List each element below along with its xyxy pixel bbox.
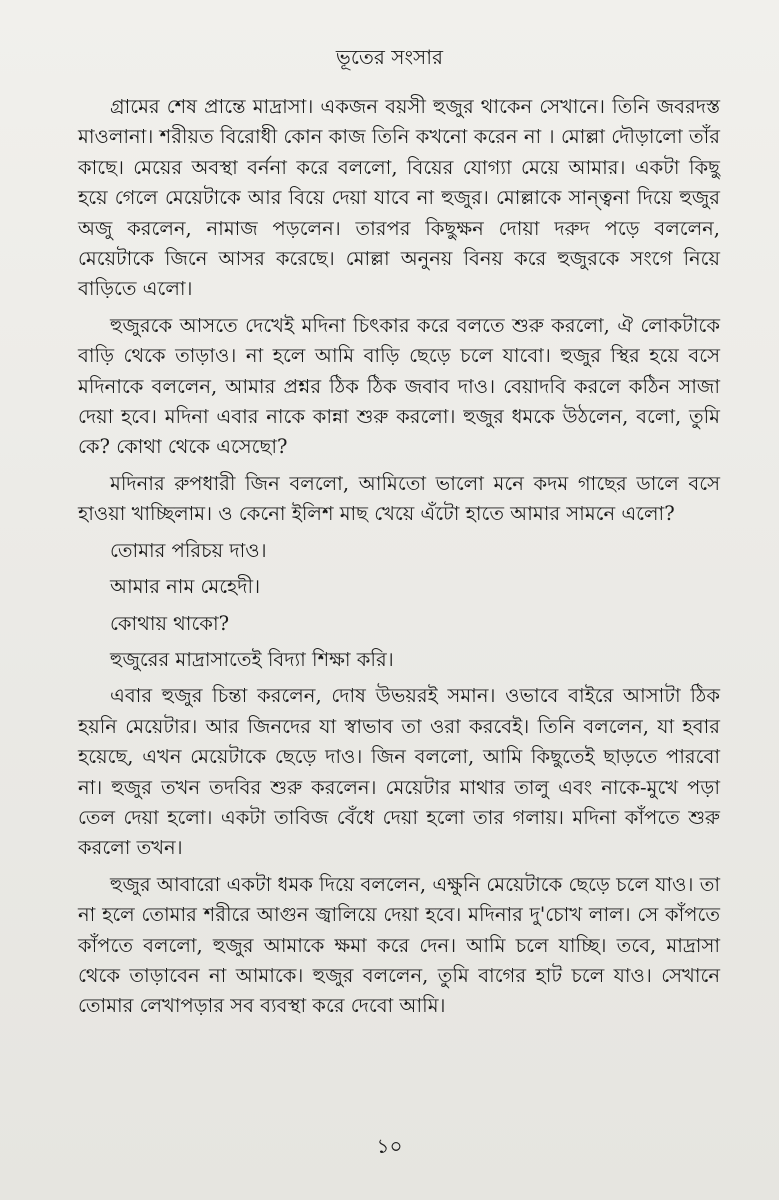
dialog-line: হুজুরের মাদ্রাসাতেই বিদ্যা শিক্ষা করি। [110, 647, 394, 671]
paragraph: মদিনার রুপধারী জিন বললো, আমিতো ভালো মনে কদম গাছের ডালে বসে হাওয়া খাচ্ছিলাম। ও কেনো ইলিশ মাছ খেয়ে এঁটো হাতে আমার সামনে এলো? [78, 471, 720, 526]
paragraph: গ্রামের শেষ প্রান্তে মাদ্রাসা। একজন বয়সী হুজুর থাকেন সেখানে। তিনি জবরদস্ত মাওলানা। শরীয়ত বিরোধী কোন কাজ তিনি কখনো করেন না । মোল্লা দৌড়ালো তাঁর কাছে। মেয়ের অবস্থা বর্ননা করে বললো, বিয়ের যোগ্যা মেয়ে আমার। একটা কিছু হয়ে গেলে মেয়েটাকে আর বিয়ে দেয়া যাবে না হুজুর। মোল্লাকে সান্ত্বনা দিয়ে হুজুর অজু করলেন, নামাজ পড়লেন। তারপর কিছুক্ষন দোয়া দরুদ পড়ে বললেন, মেয়েটাকে জিনে আসর করেছে। মোল্লা অনুনয় বিনয় করে হুজুরকে সংগে নিয়ে বাড়িতে এলো। [78, 95, 720, 301]
body-text [78, 92, 720, 1028]
paragraph: হুজুরকে আসতে দেখেই মদিনা চিৎকার করে বলতে শুরু করলো, ঐ লোকটাকে বাড়ি থেকে তাড়াও। না হলে আমি বাড়ি ছেড়ে চলে যাবো। হুজুর স্থির হয়ে বসে মদিনাকে বললেন, আমার প্রশ্নর ঠিক ঠিক জবাব দাও। বেয়াদবি করলে কঠিন সাজা দেয়া হবে। মদিনা এবার নাকে কান্না শুরু করলো। হুজুর ধমকে উঠলেন, বলো, তুমি কে? কোথা থেকে এসেছো? [78, 313, 720, 459]
page-number: ১০ [376, 1134, 403, 1158]
dialog-line: কোথায় থাকো? [110, 611, 230, 635]
running-head: ভূতের সংসার [335, 45, 444, 69]
dialog-line: আমার নাম মেহেদী। [110, 575, 261, 599]
paragraph: এবার হুজুর চিন্তা করলেন, দোষ উভয়রই সমান। ওভাবে বাইরে আসাটা ঠিক হয়নি মেয়েটার। আর জিনদের যা স্বাভাব তা ওরা করবেই। তিনি বললেন, যা হবার হয়েছে, এখন মেয়েটাকে ছেড়ে দাও। জিন বললো, আমি কিছুতেই ছাড়তে পারবো না। হুজুর তখন তদবির শুরু করলেন। মেয়েটার মাথার তালু এবং নাকে-মুখে পড়া তেল দেয়া হলো। একটা তাবিজ বেঁধে দেয়া হলো তার গলায়। মদিনা কাঁপতে শুরু করলো তখন। [78, 684, 720, 860]
paragraph: হুজুর আবারো একটা ধমক দিয়ে বললেন, এক্ষুনি মেয়েটাকে ছেড়ে চলে যাও। তা না হলে তোমার শরীরে আগুন জ্বালিয়ে দেয়া হবে। মদিনার দু'চোখ লাল। সে কাঁপতে কাঁপতে বললো, হুজুর আমাকে ক্ষমা করে দেন। আমি চলে যাচ্ছি। তবে, মাদ্রাসা থেকে তাড়াবেন না আমাকে। হুজুর বললেন, তুমি বাগের হাট চলে যাও। সেখানে তোমার লেখাপড়ার সব ব্যবস্থা করে দেবো আমি। [78, 872, 720, 1018]
dialog-line: তোমার পরিচয় দাও। [110, 538, 267, 562]
